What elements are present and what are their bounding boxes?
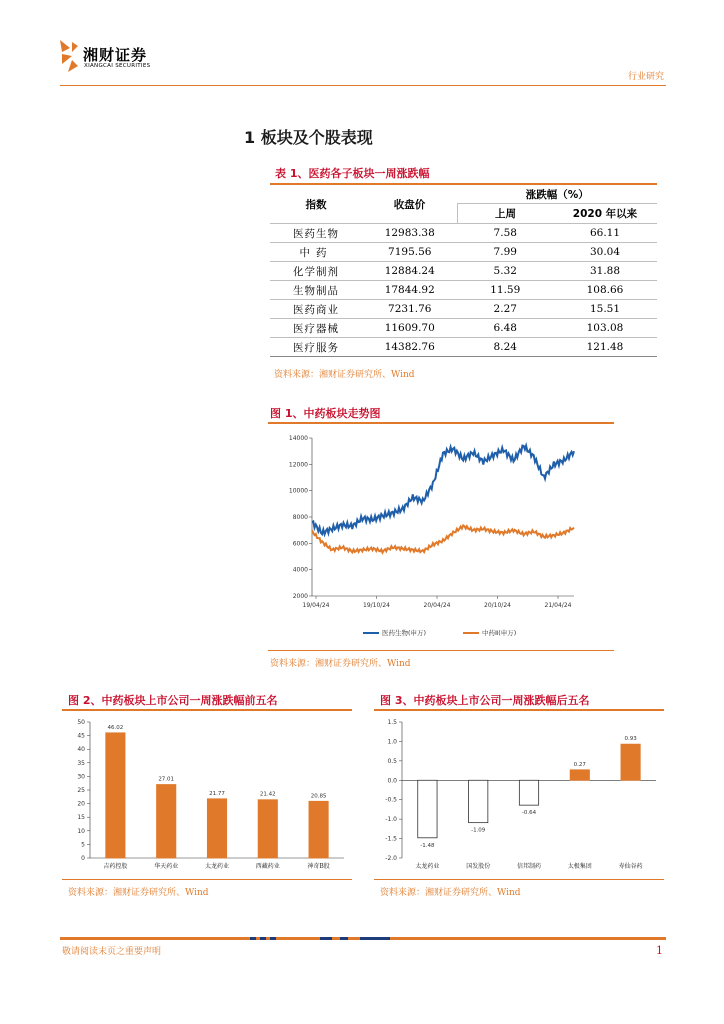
table-cell-week: 7.99 [458,243,554,262]
figure2-caption: 图 2、中药板块上市公司一周涨跌幅前五名 [68,694,278,707]
footer-divider [60,937,666,940]
y-tick-label: -0.5 [385,796,397,804]
figure1-bottom-line [268,650,614,651]
bar [418,780,437,838]
y-tick-label: -2.0 [385,855,397,862]
col-index: 指数 [270,185,362,224]
figure2-bottom-line [62,879,352,880]
bar-value-label: 21.77 [209,790,225,797]
table-cell-name: 医疗器械 [270,319,362,338]
table-cell-week: 6.48 [458,319,554,338]
x-tick-label: 20/04/24 [423,602,451,609]
figure1-line-chart [268,428,614,640]
bar-value-label: -1.48 [420,842,435,849]
bar-value-label: 21.42 [259,791,276,798]
y-tick-label: 14000 [288,435,308,442]
bar [469,780,488,822]
table-cell-close: 12983.38 [362,224,458,243]
y-tick-label: 0.5 [387,757,397,765]
table-cell-ytd: 121.48 [553,338,657,357]
legend [363,628,516,637]
table-cell-close: 14382.76 [362,338,458,357]
col-change-group: 涨跌幅（%） [458,185,658,204]
figure1-caption-line [268,422,614,424]
y-tick-label: 45 [77,732,85,740]
figure3-caption-line [374,709,664,711]
figure1-caption: 图 1、中药板块走势图 [270,407,381,420]
page-number: 1 [656,944,663,957]
col-last-week: 上周 [458,204,554,224]
y-tick-label: 35 [77,759,85,767]
table-cell-ytd: 30.04 [553,243,657,262]
table-row [270,281,657,300]
category-label: 神奇B股 [307,863,330,870]
figure1-source: 资料来源：湘财证券研究所、Wind [270,659,411,669]
y-tick-label: 40 [77,746,85,754]
x-tick-label: 21/04/24 [544,602,572,609]
y-tick-label: -1.0 [385,816,397,824]
legend-label: 中药Ⅱ(申万) [482,629,517,637]
table-cell-week: 11.59 [458,281,554,300]
bar-value-label: -0.64 [521,810,537,817]
header-divider [60,85,666,86]
figure3-bar-chart [374,714,664,874]
y-tick-label: 10000 [288,487,308,495]
y-tick-label: 30 [77,773,85,781]
table-cell-close: 17844.92 [362,281,458,300]
category-label: 太极集团 [567,863,592,870]
col-close: 收盘价 [362,185,458,224]
bar-value-label: -1.09 [471,827,486,834]
y-tick-label: 4000 [292,566,308,574]
figure3-source: 资料来源：湘财证券研究所、Wind [380,888,521,898]
bar-value-label: 0.27 [573,761,586,768]
category-label: 寿仙谷药 [618,863,643,870]
table-cell-ytd: 31.88 [553,262,657,281]
table-cell-week: 5.32 [458,262,554,281]
sector-table [270,185,657,357]
table-row [270,319,657,338]
table1-source: 资料来源：湘财证券研究所、Wind [274,370,415,380]
table-cell-close: 12884.24 [362,262,458,281]
footer-disclaimer: 敬请阅读末页之重要声明 [62,947,162,957]
category-label: 太龙药业 [415,863,440,870]
table-cell-name: 医药生物 [270,224,362,243]
table-cell-close: 11609.70 [362,319,458,338]
table-row [270,338,657,357]
figure2-source: 资料来源：湘财证券研究所、Wind [68,888,209,898]
table-row [270,224,657,243]
y-tick-label: 20 [77,800,85,808]
series-line-1 [312,525,574,552]
bar-value-label: 20.85 [310,793,327,800]
table-cell-name: 化学制剂 [270,262,362,281]
y-tick-label: 0.0 [387,777,397,785]
category-label: 信邦制药 [516,863,542,870]
y-tick-label: 15 [77,814,85,822]
brand-name-en: XIANGCAI SECURITIES [84,63,151,69]
figure2-caption-line [62,709,352,711]
table-cell-ytd: 15.51 [553,300,657,319]
category-label: 国发股份 [466,863,491,870]
bar [106,733,125,858]
y-tick-label: 5 [81,841,85,849]
y-tick-label: -1.5 [385,835,397,843]
table-row [270,300,657,319]
bar [621,744,640,780]
table-row [270,262,657,281]
bar [157,785,176,858]
y-tick-label: 12000 [288,461,308,469]
bar [207,799,226,858]
bar [570,770,589,780]
y-tick-label: 6000 [292,540,308,548]
bar-value-label: 0.93 [624,736,637,743]
brand-logo [58,38,80,74]
table-row [270,243,657,262]
table1-caption: 表 1、医药各子板块一周涨跌幅 [275,167,430,180]
category-label: 太龙药业 [204,863,230,870]
category-label: 西藏药业 [255,863,280,870]
x-tick-label: 20/10/24 [484,602,511,609]
y-tick-label: 10 [77,827,85,835]
table-cell-ytd: 108.66 [553,281,657,300]
table-cell-name: 医疗服务 [270,338,362,357]
y-tick-label: 50 [77,719,85,726]
table-cell-week: 7.58 [458,224,554,243]
table-cell-ytd: 66.11 [553,224,657,243]
table-cell-close: 7195.56 [362,243,458,262]
bar [258,800,277,858]
table-cell-name: 医药商业 [270,300,362,319]
logo-mark-icon [58,38,80,74]
bar-value-label: 27.01 [158,776,175,783]
x-tick-label: 19/04/24 [302,602,330,609]
brand-name: 湘财证券 [83,46,148,64]
y-tick-label: 1.5 [387,719,397,726]
series-line-0 [312,446,574,535]
table-cell-close: 7231.76 [362,300,458,319]
figure3-bottom-line [374,879,664,880]
bar-value-label: 46.02 [107,724,124,731]
x-tick-label: 19/10/24 [363,602,390,609]
y-tick-label: 8000 [292,514,308,521]
y-tick-label: 0 [81,855,85,862]
figure3-caption: 图 3、中药板块上市公司一周涨跌幅后五名 [380,694,590,707]
table-cell-name: 中药 [270,243,362,262]
figure2-bar-chart [62,714,352,874]
report-category: 行业研究 [627,72,664,82]
y-tick-label: 1.0 [387,738,397,746]
table-cell-week: 8.24 [458,338,554,357]
y-tick-label: 25 [77,787,85,794]
bar [519,780,538,805]
legend-label: 医药生物(申万) [382,629,427,637]
section-title: 1 板块及个股表现 [244,128,373,147]
y-tick-label: 2000 [292,593,308,600]
category-label: 吉药控股 [103,863,128,870]
category-label: 华天药业 [154,863,179,870]
table-cell-ytd: 103.08 [553,319,657,338]
table-cell-week: 2.27 [458,300,554,319]
bar [309,801,328,858]
table-cell-name: 生物制品 [270,281,362,300]
col-ytd: 2020 年以来 [553,204,657,224]
